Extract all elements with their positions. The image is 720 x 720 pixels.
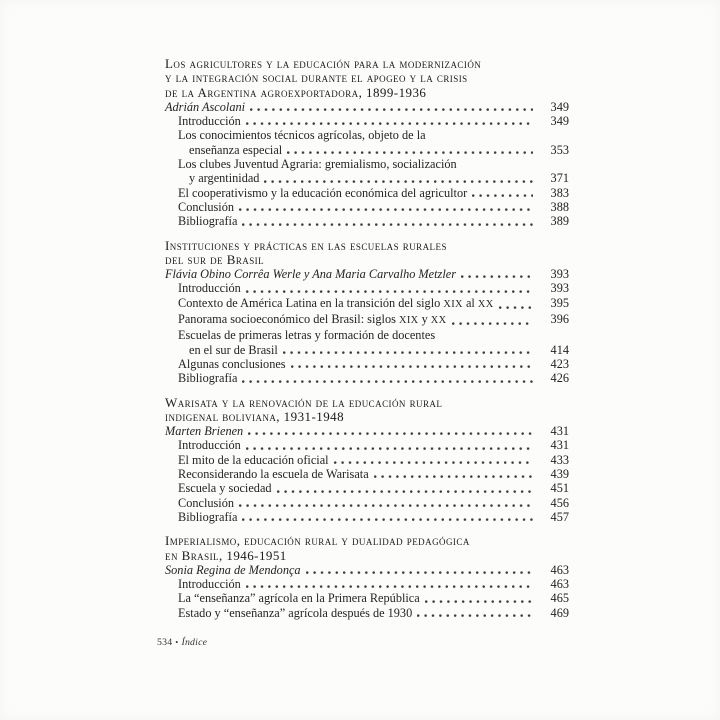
section-title-line: en Brasil, 1946-1951 bbox=[165, 547, 287, 563]
leader-dots bbox=[374, 474, 533, 479]
leader-dots bbox=[264, 179, 533, 184]
entry-label: El mito de la educación oficial bbox=[178, 452, 329, 467]
author-name: Adrián Ascolani bbox=[165, 99, 246, 114]
leader-dots bbox=[239, 207, 533, 212]
leader-dots bbox=[242, 222, 533, 227]
entry-label: La “enseñanza” agrícola en la Primera República bbox=[178, 591, 420, 606]
entry-page-number: 393 bbox=[550, 281, 569, 296]
author-name: Flávia Obino Corrêa Werle y Ana Maria Carvalho Metzler bbox=[165, 267, 456, 282]
leader-dots bbox=[417, 613, 533, 618]
entry-page-number: 389 bbox=[550, 214, 569, 229]
entry-page-number: 383 bbox=[550, 185, 569, 200]
entry-label: Reconsiderando la escuela de Warisata bbox=[178, 467, 369, 482]
roman-numeral: XIX bbox=[443, 298, 463, 310]
toc-entry bbox=[165, 371, 569, 385]
entry-page-number: 439 bbox=[550, 467, 569, 482]
entry-page-number: 457 bbox=[550, 509, 569, 524]
entry-page-number: 414 bbox=[550, 342, 569, 357]
entry-label: en el sur de Brasil bbox=[189, 342, 278, 357]
toc-entry-author bbox=[165, 424, 569, 438]
toc-entry bbox=[165, 453, 569, 467]
toc-entry-author bbox=[165, 100, 569, 114]
toc bbox=[165, 57, 569, 630]
leader-dots bbox=[242, 517, 533, 522]
section-title-line: Warisata y la renovación de la educación rural bbox=[165, 394, 443, 410]
entry-page-number: 456 bbox=[550, 495, 569, 510]
entry-label: Conclusión bbox=[178, 199, 235, 214]
leader-dots bbox=[248, 431, 533, 436]
toc-entry bbox=[165, 343, 569, 357]
roman-numeral: XX bbox=[477, 298, 494, 310]
toc-entry bbox=[165, 186, 569, 200]
leader-dots bbox=[452, 321, 533, 326]
section-title-line: del sur de Brasil bbox=[165, 251, 265, 267]
section-title-line: Instituciones y prácticas en las escuelas rurales bbox=[165, 237, 447, 253]
author-name: Sonia Regina de Mendonça bbox=[165, 562, 301, 577]
toc-section bbox=[165, 534, 569, 620]
entry-page-number: 349 bbox=[550, 99, 569, 114]
entry-label: enseñanza especial bbox=[189, 142, 283, 157]
entry-page-number: 349 bbox=[550, 114, 569, 129]
author-name: Marten Brienen bbox=[165, 424, 244, 439]
leader-dots bbox=[291, 364, 533, 369]
leader-dots bbox=[287, 150, 533, 155]
footer-page-number: 534 bbox=[157, 637, 173, 648]
leader-dots bbox=[499, 305, 533, 310]
leader-dots bbox=[283, 350, 533, 355]
toc-entry bbox=[165, 438, 569, 452]
section-title-line: Los agricultores y la educación para la modernización bbox=[165, 56, 482, 71]
toc-entry bbox=[165, 281, 569, 295]
page-footer bbox=[157, 637, 207, 648]
entry-label: Escuela y sociedad bbox=[178, 481, 272, 496]
roman-numeral: XIX bbox=[398, 315, 419, 327]
entry-page-number: 431 bbox=[550, 438, 569, 453]
section-title-line: indigenal boliviana, 1931-1948 bbox=[165, 408, 345, 424]
leader-dots bbox=[425, 599, 533, 604]
toc-entry bbox=[165, 357, 569, 371]
toc-entry bbox=[165, 606, 569, 620]
toc-section bbox=[165, 396, 569, 525]
entry-label: Estado y “enseñanza” agrícola después de 1930 bbox=[178, 605, 413, 620]
entry-page-number: 371 bbox=[550, 171, 569, 186]
toc-entry bbox=[165, 496, 569, 510]
entry-label: Introducción bbox=[178, 114, 241, 129]
leader-dots bbox=[334, 460, 533, 465]
entry-page-number: 426 bbox=[550, 371, 569, 386]
toc-entry bbox=[165, 214, 569, 228]
entry-page-number: 463 bbox=[550, 577, 569, 592]
section-title-line: de la Argentina agroexportadora, 1899-1936 bbox=[165, 84, 427, 100]
toc-entry bbox=[165, 296, 569, 312]
toc-entry bbox=[165, 591, 569, 605]
entry-page-number: 433 bbox=[550, 452, 569, 467]
leader-dots bbox=[239, 503, 533, 508]
entry-page-number: 463 bbox=[550, 562, 569, 577]
section-title-line: y la integración social durante el apogeo y la crisis bbox=[165, 70, 468, 86]
entry-page-number: 465 bbox=[550, 591, 569, 606]
entry-label: Bibliografía bbox=[178, 214, 238, 229]
leader-dots bbox=[246, 446, 533, 451]
entry-page-number: 393 bbox=[550, 267, 569, 282]
entry-label: Panorama socioeconómico del Brasil: siglos XIX y XX bbox=[178, 312, 447, 327]
toc-entry bbox=[165, 171, 569, 185]
entry-label: Introducción bbox=[178, 438, 241, 453]
toc-section bbox=[165, 57, 569, 229]
footer-bullet: • bbox=[175, 637, 179, 647]
footer-label: Índice bbox=[181, 637, 208, 648]
section-title-line: Imperialismo, educación rural y dualidad pedagógica bbox=[165, 533, 470, 549]
toc-entry bbox=[165, 577, 569, 591]
entry-label-line: Los conocimientos técnicos agrícolas, objeto de la bbox=[178, 128, 426, 143]
leader-dots bbox=[246, 584, 533, 589]
toc-entry-author bbox=[165, 267, 569, 281]
entry-label: Conclusión bbox=[178, 495, 235, 510]
entry-label: Introducción bbox=[178, 281, 241, 296]
leader-dots bbox=[242, 379, 533, 384]
entry-label: y argentinidad bbox=[189, 171, 260, 186]
entry-page-number: 451 bbox=[550, 481, 569, 496]
leader-dots bbox=[472, 193, 533, 198]
entry-page-number: 469 bbox=[550, 605, 569, 620]
entry-label-line: Los clubes Juventud Agraria: gremialismo, socialización bbox=[178, 157, 457, 172]
entry-page-number: 353 bbox=[550, 142, 569, 157]
entry-label: Contexto de América Latina en la transición del siglo XIX al XX bbox=[178, 295, 494, 310]
entry-label: Bibliografía bbox=[178, 371, 238, 386]
entry-label: El cooperativismo y la educación económica del agricultor bbox=[178, 185, 468, 200]
entry-page-number: 431 bbox=[550, 424, 569, 439]
entry-page-number: 423 bbox=[550, 356, 569, 371]
toc-entry bbox=[165, 114, 569, 128]
leader-dots bbox=[246, 121, 533, 126]
toc-entry bbox=[165, 481, 569, 495]
leader-dots bbox=[246, 289, 533, 294]
toc-entry-author bbox=[165, 563, 569, 577]
toc-entry bbox=[165, 467, 569, 481]
toc-entry bbox=[165, 312, 569, 328]
toc-section bbox=[165, 239, 569, 386]
leader-dots bbox=[277, 489, 533, 494]
entry-label: Algunas conclusiones bbox=[178, 356, 286, 371]
toc-entry bbox=[165, 200, 569, 214]
entry-label-line: Escuelas de primeras letras y formación de docentes bbox=[178, 328, 436, 343]
toc-entry bbox=[165, 143, 569, 157]
leader-dots bbox=[306, 570, 533, 575]
toc-entry bbox=[165, 510, 569, 524]
entry-page-number: 396 bbox=[550, 312, 569, 327]
entry-label: Bibliografía bbox=[178, 509, 238, 524]
leader-dots bbox=[250, 107, 533, 112]
entry-page-number: 388 bbox=[550, 199, 569, 214]
leader-dots bbox=[461, 274, 533, 279]
entry-page-number: 395 bbox=[550, 295, 569, 310]
entry-label: Introducción bbox=[178, 577, 241, 592]
roman-numeral: XX bbox=[430, 315, 447, 327]
